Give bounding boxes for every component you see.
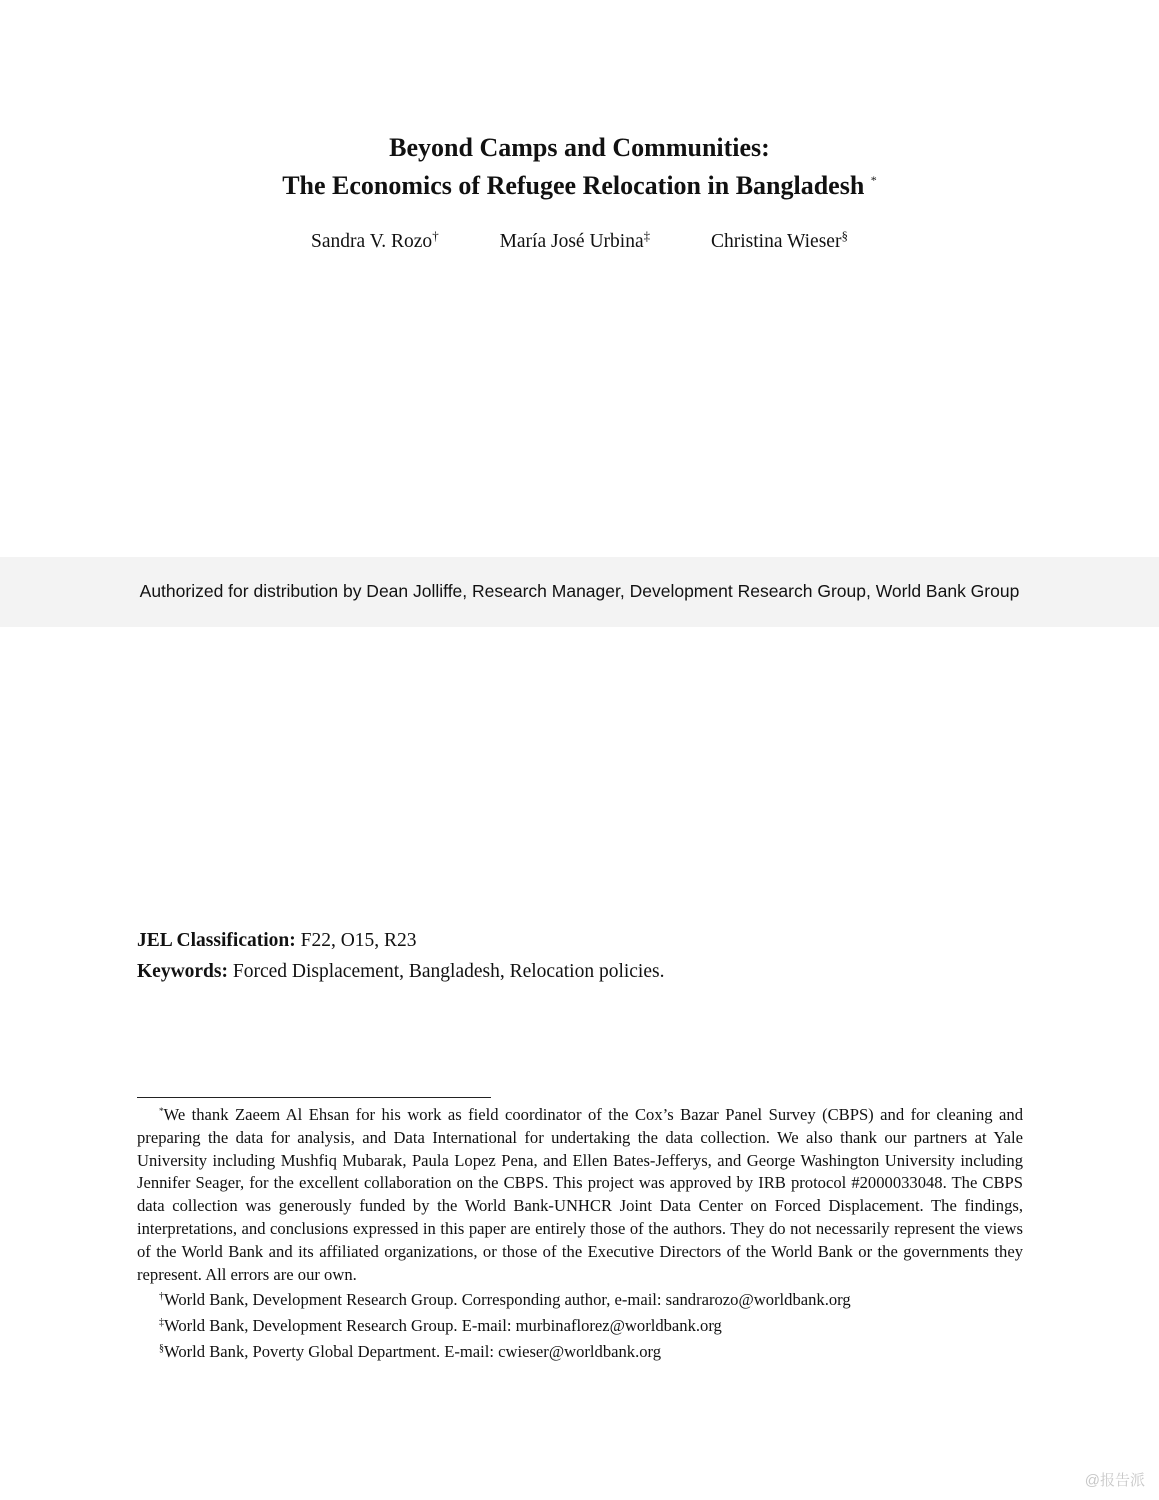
author-name: Christina Wieser <box>710 231 842 252</box>
author-2 <box>500 228 651 253</box>
jel-value: F22, O15, R23 <box>300 930 417 951</box>
distribution-text: Authorized for distribution by Dean Jolliffe, Research Manager, Development Research Group, World Bank Group <box>139 581 1020 601</box>
title-line-1: Beyond Camps and Communities: <box>389 133 770 162</box>
keywords <box>137 956 664 987</box>
title-footnote-mark: * <box>870 173 877 187</box>
footnote-author-2 <box>137 1312 1023 1338</box>
title-line-2-text: The Economics of Refugee Relocation in Bangladesh <box>282 171 865 200</box>
footnote-mark: * <box>159 1106 164 1116</box>
jel-label: JEL Classification: <box>137 930 296 951</box>
author-mark: § <box>841 228 848 243</box>
author-mark: † <box>432 228 439 243</box>
watermark: @报告派 <box>1084 1472 1145 1489</box>
author-mark: ‡ <box>643 228 651 243</box>
author-3 <box>711 228 848 253</box>
jel-classification <box>137 925 664 956</box>
footnote-text: World Bank, Development Research Group. E-mail: murbinaflorez@worldbank.org <box>164 1316 722 1336</box>
footnote-mark: † <box>159 1291 164 1303</box>
author-name: Sandra V. Rozo <box>311 231 433 252</box>
keywords-label: Keywords: <box>137 961 228 982</box>
paper-title <box>0 131 1159 202</box>
footnote-acknowledgements <box>137 1100 1023 1286</box>
footnote-text: We thank Zaeem Al Ehsan for his work as field coordinator of the Cox’s Bazar Panel Survey (CBPS) and for cleaning and preparing the data for analysis, and Data International for undertaking the data collection. We also thank our partners at Yale University including Mushfiq Mubarak, Paula Lopez Pena, and Ellen Bates-Jefferys, and George Washington University including Jennifer Seager, for the excellent collaboration on the CBPS. This project was approved by IRB protocol #2000033048. The CBPS data collection was generously funded by the World Bank-UNHCR Joint Data Center on Forced Displacement. The findings, interpretations, and conclusions expressed in this paper are entirely those of the authors. They do not necessarily represent the views of the World Bank and its affiliated organizations, or those of the Executive Directors of the World Bank or the governments they represent. All errors are our own. <box>137 1105 1023 1284</box>
keywords-value: Forced Displacement, Bangladesh, Relocation policies. <box>232 961 665 982</box>
author-list <box>0 228 1159 253</box>
footnote-text: World Bank, Development Research Group. Corresponding author, e-mail: sandrarozo@worldbank.org <box>164 1290 851 1310</box>
footnote-text: World Bank, Poverty Global Department. E-mail: cwieser@worldbank.org <box>164 1341 662 1361</box>
title-line-2 <box>0 164 1159 202</box>
author-name: María José Urbina <box>499 231 644 252</box>
classification-block <box>137 925 664 987</box>
author-1 <box>311 228 439 253</box>
footnote-mark: § <box>159 1342 164 1354</box>
footnote-divider <box>137 1097 491 1098</box>
footnote-author-3 <box>137 1338 1023 1364</box>
footnotes <box>137 1100 1023 1364</box>
footnote-author-1 <box>137 1286 1023 1312</box>
footnote-mark: ‡ <box>159 1317 164 1329</box>
